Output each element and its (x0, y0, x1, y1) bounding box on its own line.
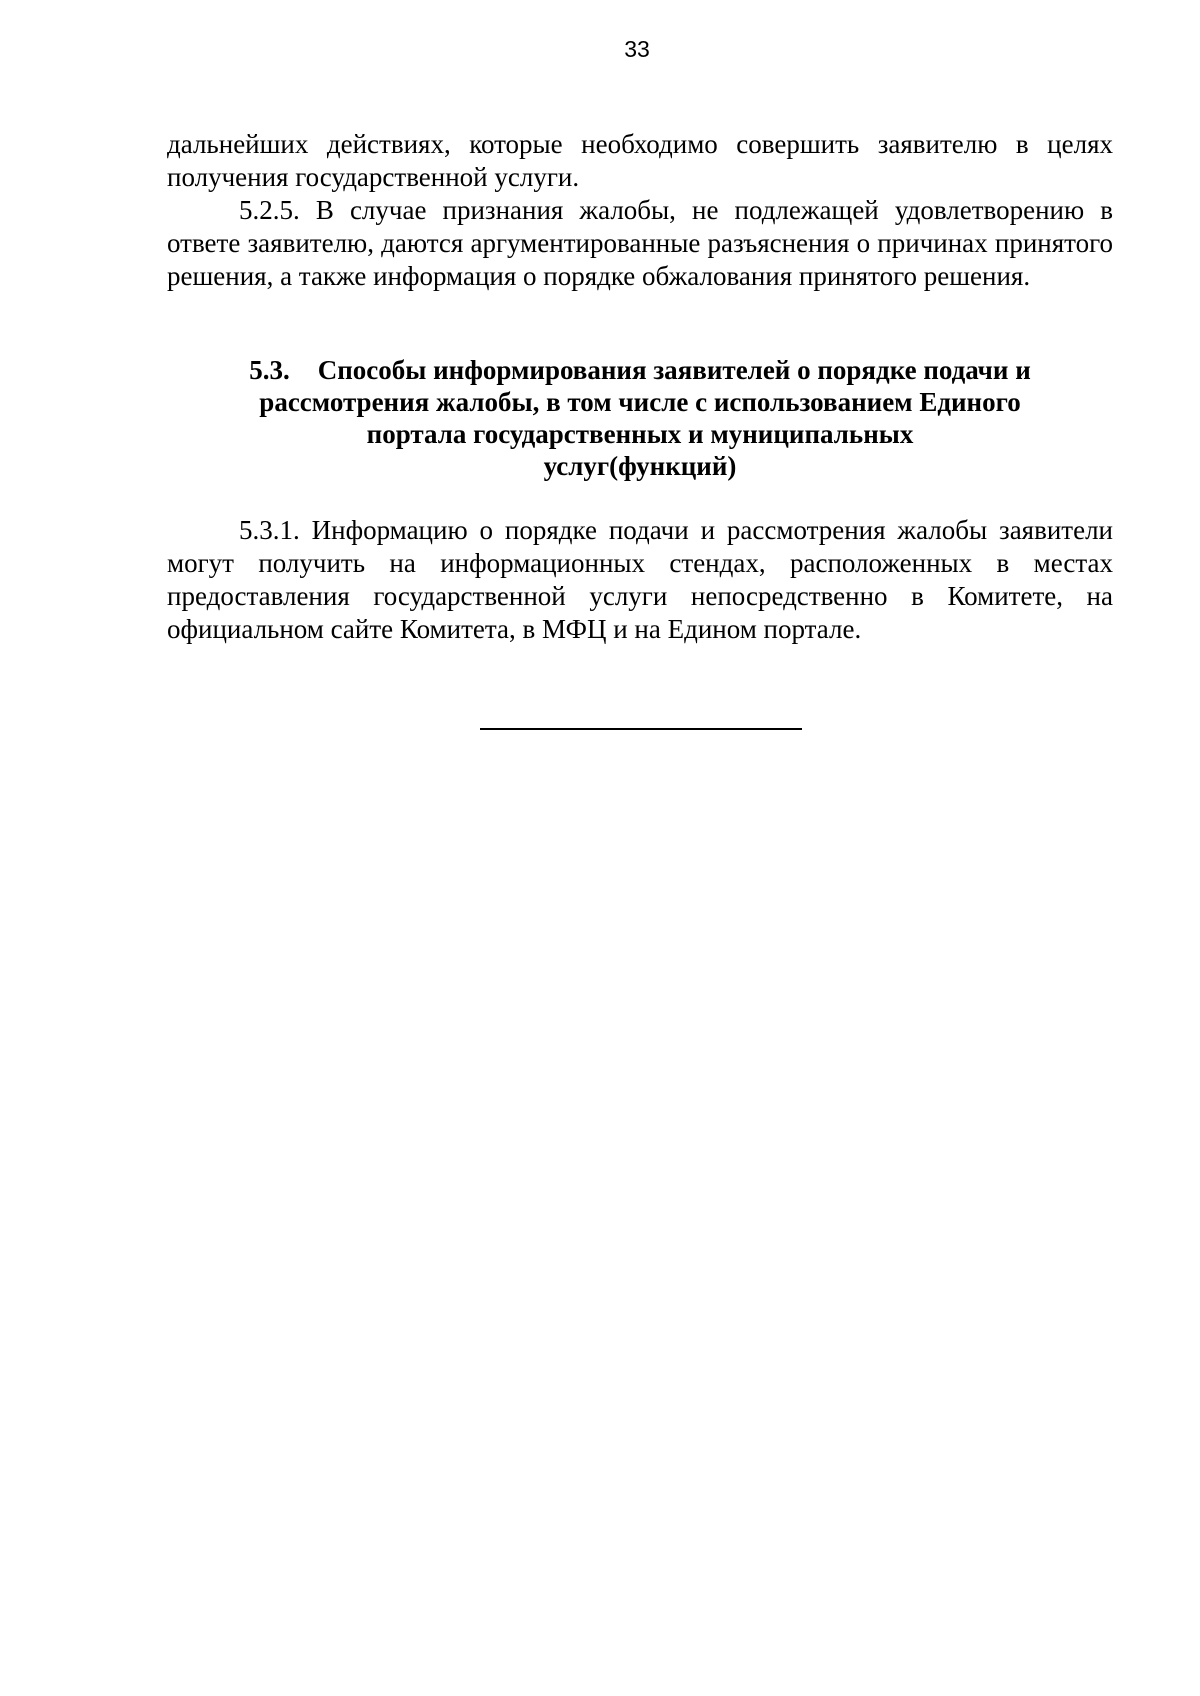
body-text-bottom (167, 514, 1113, 646)
paragraph-5-3-1: 5.3.1. Информацию о порядке подачи и рассмотрения жалобы заявители могут получить на информационных стендах, расположенных в местах предоставления государственной услуги непосредственно в Комитете, на официальном сайте Комитета, в МФЦ и на Едином портале. (167, 515, 1113, 644)
section-heading (167, 354, 1113, 482)
section-heading-line-4: услуг(функций) (543, 451, 737, 481)
paragraph-continuation: дальнейших действиях, которые необходимо совершить заявителю в целях получения государственной услуги. (167, 129, 1113, 192)
section-heading-line-2: рассмотрения жалобы, в том числе с использованием Единого (259, 387, 1021, 417)
end-divider (480, 728, 802, 730)
section-heading-line-3: портала государственных и муниципальных (366, 419, 914, 449)
section-number: 5.3. (249, 355, 290, 385)
body-text-top (167, 128, 1113, 293)
page-number: 33 (624, 36, 650, 62)
section-heading-line-1 (167, 354, 1113, 386)
paragraph-5-2-5: 5.2.5. В случае признания жалобы, не подлежащей удовлетворению в ответе заявителю, даются аргументированные разъяснения о причинах принятого решения, а также информация о порядке обжалования принятого решения. (167, 195, 1113, 291)
section-heading-text-1: Способы информирования заявителей о порядке подачи и (317, 355, 1031, 385)
